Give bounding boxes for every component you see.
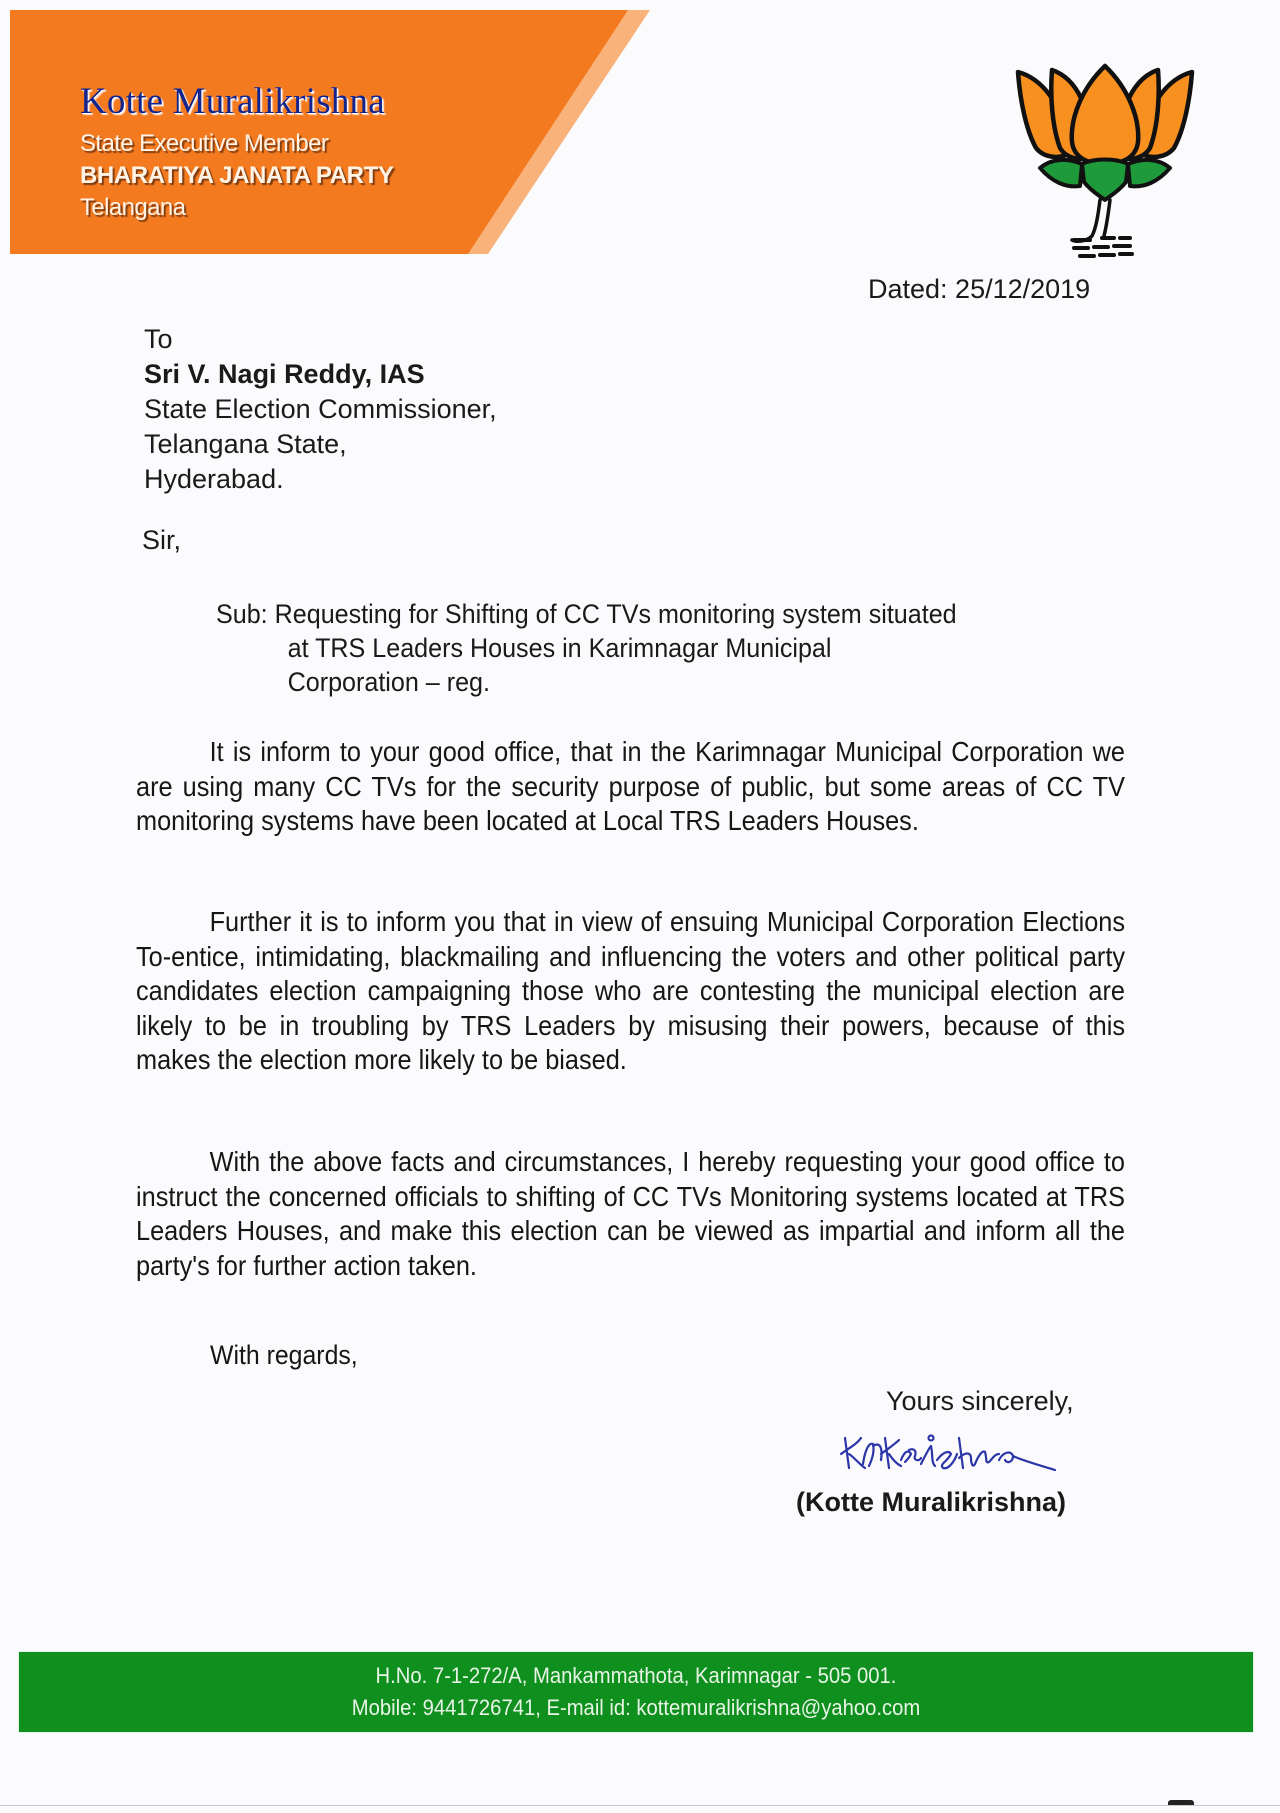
salutation: Sir, (142, 525, 182, 555)
recipient-title: State Election Commissioner, (144, 394, 497, 424)
lotus-icon (1010, 60, 1200, 260)
recipient-address (144, 322, 497, 497)
to-label: To (144, 324, 173, 354)
subject-line (216, 597, 1053, 699)
sender-designation: State Executive Member (80, 130, 329, 157)
letterhead-text (80, 82, 393, 224)
party-name: BHARATIYA JANATA PARTY (80, 162, 394, 189)
signature-icon (835, 1424, 1135, 1484)
letterhead-banner (10, 10, 650, 254)
recipient-state: Telangana State, (144, 429, 347, 459)
body-paragraph-3 (136, 1145, 1125, 1283)
body-paragraph-2 (136, 905, 1125, 1078)
sender-state: Telangana (80, 194, 186, 221)
body-paragraph-1 (136, 735, 1125, 839)
letterhead-footer (19, 1652, 1253, 1732)
signer-name: (Kotte Muralikrishna) (796, 1487, 1067, 1517)
footer-contact: Mobile: 9441726741, E-mail id: kottemuralikrishna@yahoo.com (351, 1695, 921, 1720)
recipient-name: Sri V. Nagi Reddy (144, 359, 365, 389)
recipient-suffix: , IAS (364, 359, 425, 389)
closing: Yours sincerely, (886, 1386, 1074, 1416)
letter-date: Dated: 25/12/2019 (868, 274, 1091, 304)
paragraph-text: Further it is to inform you that in view of ensuing Municipal Corporation Elections To-entice, intimidating, blackmailing and influencing the voters and other political party candidates election campaigning those who are contesting the municipal election are likely to be in troubling by TRS Leaders by misusing their powers, because of this makes the election more likely to be biased. (136, 906, 1126, 1075)
sender-name: Kotte Muralikrishna (80, 81, 385, 122)
footer-address: H.No. 7-1-272/A, Mankammathota, Karimnagar - 505 001. (375, 1663, 897, 1688)
paragraph-text: It is inform to your good office, that in the Karimnagar Municipal Corporation we are using many CC TVs for the security purpose of public, but some areas of CC TV monitoring systems have been located at Local TRS Leaders Houses. (136, 736, 1126, 836)
scan-mark (1168, 1800, 1194, 1805)
recipient-city: Hyderabad. (144, 464, 284, 494)
recipient-name-line (144, 357, 497, 392)
regards: With regards, (210, 1340, 358, 1370)
subject-line-1: Sub: Requesting for Shifting of CC TVs monitoring system situated (216, 599, 957, 629)
paragraph-text: With the above facts and circumstances, I hereby requesting your good office to instruct the concerned officials to shifting of CC TVs Monitoring systems located at TRS Leaders Houses, and make this election can be viewed as impartial and inform all the party's for further action taken. (136, 1146, 1126, 1281)
scan-edge-divider (0, 1805, 1280, 1806)
subject-line-3: Corporation – reg. (287, 667, 491, 697)
subject-line-2: at TRS Leaders Houses in Karimnagar Municipal (287, 633, 832, 663)
